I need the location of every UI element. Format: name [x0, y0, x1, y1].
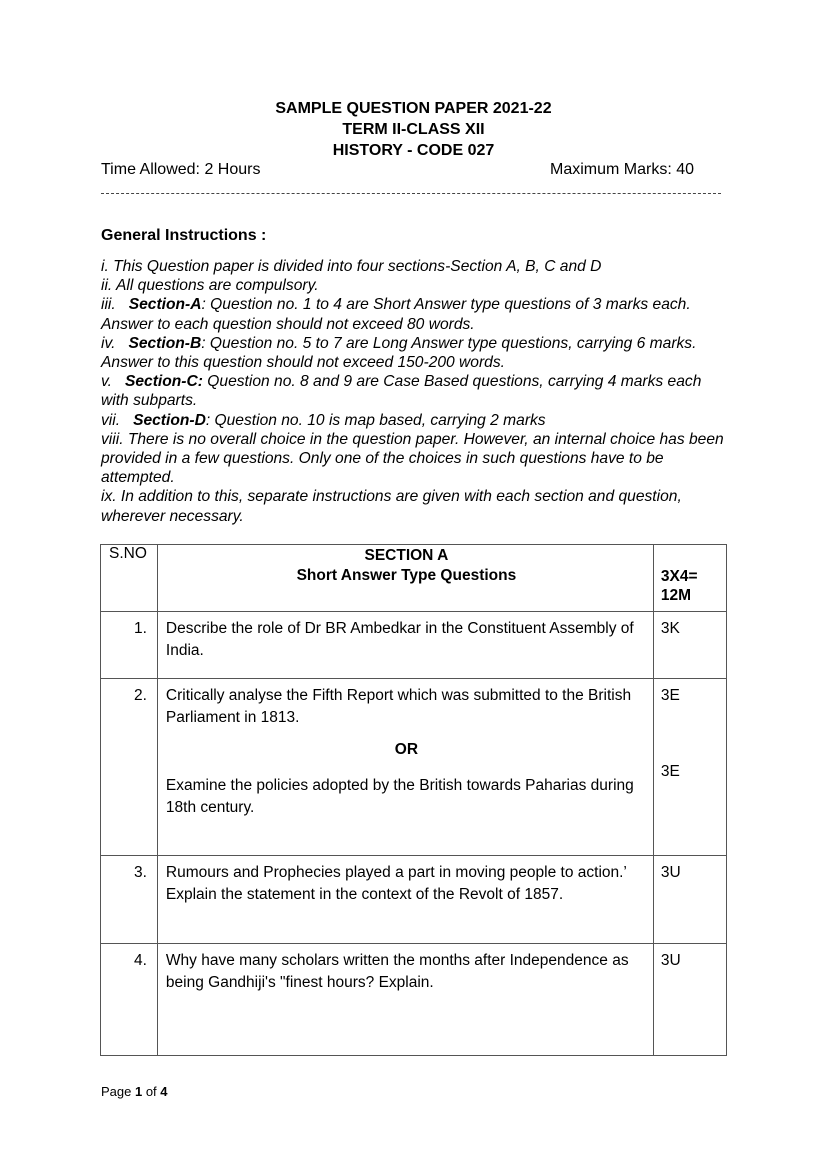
sno-header: S.NO	[101, 545, 158, 612]
instruction-iii-text: : Question no. 1 to 4 are Short Answer type questions of 3 marks each. Answer to each question should not exceed 80 words.	[101, 296, 691, 333]
question-number: 3.	[101, 856, 158, 944]
instruction-vii-label: Section-D	[133, 411, 206, 429]
question-text: Rumours and Prophecies played a part in moving people to action.’ Explain the statement in the context of the Revolt of 1857.	[157, 856, 653, 944]
table-header-row	[101, 545, 727, 612]
question-marks: 3U	[653, 856, 726, 944]
question-option-a: Critically analyse the Fifth Report which was submitted to the British Parliament in 1813.	[165, 687, 632, 726]
instruction-iv-label: Section-B	[128, 334, 202, 352]
class-title: TERM II-CLASS XII	[342, 121, 485, 138]
instruction-iii-label: Section-A	[128, 296, 202, 314]
page-footer	[101, 1084, 168, 1099]
instruction-v-prefix: v.	[101, 373, 112, 391]
instruction-v-text: Question no. 8 and 9 are Case Based questions, carrying 4 marks each with subparts.	[101, 373, 702, 410]
instruction-v-label: Section-C:	[124, 373, 203, 391]
section-title: SECTION A	[364, 547, 449, 564]
page-number: 1	[134, 1084, 143, 1099]
page-total: 4	[160, 1084, 168, 1099]
dashed-divider	[101, 193, 721, 194]
instruction-iii-prefix: iii.	[101, 296, 116, 314]
instruction-vii	[101, 411, 731, 430]
instruction-iii	[101, 295, 731, 333]
instruction-iv	[101, 334, 731, 372]
page-of: of	[142, 1084, 161, 1099]
section-header	[157, 545, 653, 612]
instruction-i: i. This Question paper is divided into four sections-Section A, B, C and D	[101, 258, 602, 275]
table-row	[101, 856, 727, 944]
question-text: Why have many scholars written the months after Independence as being Gandhiji's "finest hours? Explain.	[157, 944, 653, 1056]
marks-option-a: 3E	[660, 687, 680, 704]
instruction-vii-prefix: vii.	[101, 411, 121, 429]
marks-option-b: 3E	[660, 763, 680, 780]
general-instructions	[101, 257, 731, 526]
question-option-b: Examine the policies adopted by the British towards Paharias during 18th century.	[165, 777, 634, 816]
question-marks: 3K	[653, 612, 726, 679]
page-prefix: Page	[101, 1084, 135, 1099]
question-number: 4.	[101, 944, 158, 1056]
table-row	[101, 612, 727, 679]
instruction-v	[101, 372, 731, 410]
instruction-viii: viii. There is no overall choice in the question paper. However, an internal choice has been provided in a few questions. Only one of the choices in such questions have to be attempted.	[101, 430, 724, 487]
time-allowed: Time Allowed: 2 Hours	[101, 161, 261, 178]
question-marks: 3U	[653, 944, 726, 1056]
question-marks	[653, 679, 726, 856]
maximum-marks: Maximum Marks: 40	[550, 161, 695, 178]
table-row	[101, 679, 727, 856]
section-a-table	[100, 544, 727, 1056]
instruction-ix: ix. In addition to this, separate instructions are given with each section and question, wherever necessary.	[101, 488, 682, 525]
instruction-iv-prefix: iv.	[101, 334, 116, 352]
marks-line-2: 12M	[660, 587, 692, 604]
subject-title: HISTORY - CODE 027	[332, 142, 495, 159]
marks-header	[653, 545, 726, 612]
instruction-vii-text: : Question no. 10 is map based, carrying 2 marks	[205, 411, 546, 429]
question-text	[157, 679, 653, 856]
marks-line-1: 3X4=	[660, 568, 698, 585]
instruction-iv-text: : Question no. 5 to 7 are Long Answer type questions, carrying 6 marks. Answer to this question should not exceed 150-200 words.	[101, 334, 697, 372]
or-separator: OR	[394, 741, 419, 758]
section-subtitle: Short Answer Type Questions	[296, 567, 517, 584]
general-instructions-title: General Instructions :	[101, 227, 267, 244]
question-number: 2.	[101, 679, 158, 856]
question-text: Describe the role of Dr BR Ambedkar in the Constituent Assembly of India.	[157, 612, 653, 679]
paper-title: SAMPLE QUESTION PAPER 2021-22	[275, 100, 552, 117]
question-number: 1.	[101, 612, 158, 679]
table-row	[101, 944, 727, 1056]
instruction-ii: ii. All questions are compulsory.	[101, 277, 319, 295]
